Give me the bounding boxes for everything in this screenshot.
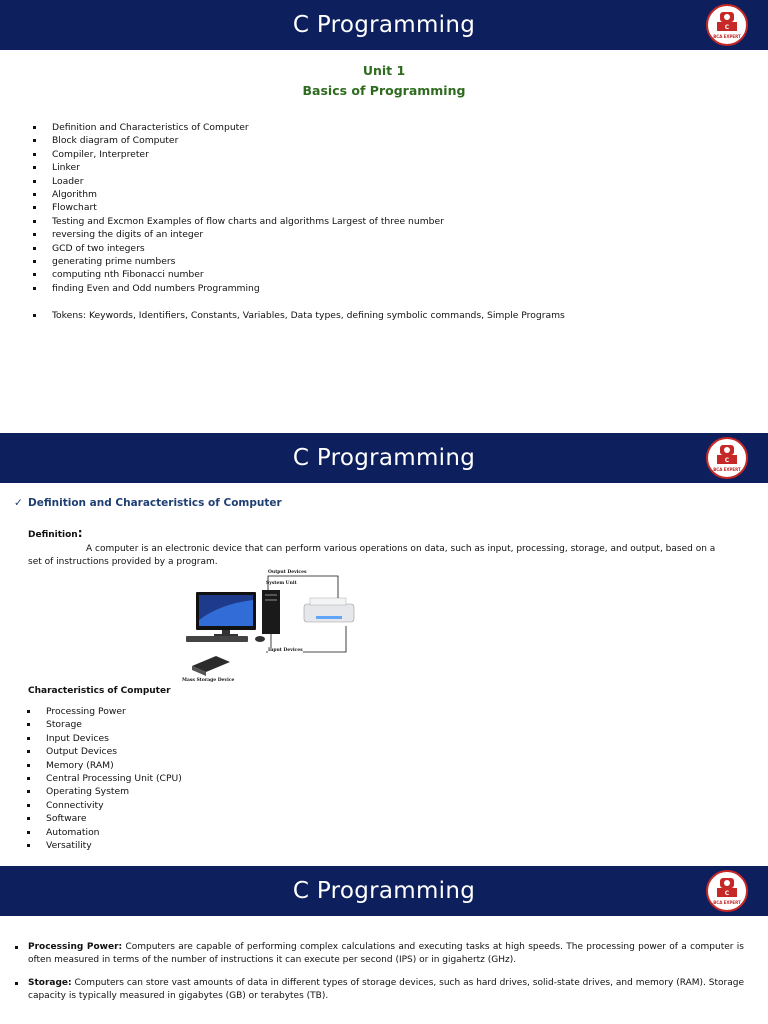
characteristic-item: Software [22,812,182,825]
header-banner [0,433,768,483]
topic-item: Linker [28,161,444,174]
tokens-item: Tokens: Keywords, Identifiers, Constants, Variables, Data types, defining symbolic commands, Simple Programs [28,309,565,322]
svg-text:C: C [724,457,730,464]
topic-item: GCD of two integers [28,242,444,255]
detail-term: Processing Power: [28,942,123,952]
checkmark-icon: ✓ [14,497,23,509]
characteristic-item: Output Devices [22,745,182,758]
header-banner [0,866,768,916]
definition-label-text: Definition [28,530,78,540]
topic-item: reversing the digits of an integer [28,228,444,241]
characteristic-item: Central Processing Unit (CPU) [22,772,182,785]
header-banner [0,0,768,50]
topic-item: Flowchart [28,201,444,214]
bca-expert-logo [706,870,748,912]
section-heading [14,497,282,509]
slide-1 [0,0,768,432]
characteristic-item: Automation [22,826,182,839]
topic-item: Block diagram of Computer [28,134,444,147]
topic-item: finding Even and Odd numbers Programming [28,282,444,295]
detail-text: Computers can store vast amounts of data in different types of storage devices, such as hard drives, solid-state drives, and memory (RAM). Storage capacity is typically measured in gigabytes (GB) or terabytes (TB). [28,978,744,1001]
characteristic-item: Input Devices [22,732,182,745]
topic-item: Definition and Characteristics of Computer [28,121,444,134]
bca-expert-logo [706,4,748,46]
unit-title: Unit 1 [362,63,406,78]
header-title: C Programming [292,878,476,904]
logo-text: BCA EXPERT [713,900,741,905]
characteristic-item: Storage [22,718,182,731]
svg-text:C: C [724,890,730,897]
diagram-label-input-devices: Input Devices [268,648,303,653]
topic-list [28,121,444,295]
logo-text: BCA EXPERT [713,467,741,472]
detail-item [14,977,744,1003]
computer-system-diagram [180,570,370,686]
diagram-label-output-devices: Output Devices [268,570,307,575]
characteristic-item: Memory (RAM) [22,759,182,772]
header-title: C Programming [292,12,476,38]
characteristics-list [22,705,182,852]
unit-subtitle: Basics of Programming [302,83,466,98]
characteristic-item: Connectivity [22,799,182,812]
detail-item [14,941,744,967]
topic-item: Algorithm [28,188,444,201]
logo-text: BCA EXPERT [713,34,741,39]
svg-text:C: C [724,24,730,31]
characteristics-heading: Characteristics of Computer [28,686,171,696]
definition-text: A computer is an electronic device that can perform various operations on data, such as input, processing, storage, and output, based on a set of instructions provided by a program. [28,544,716,567]
slide-3 [0,866,768,1024]
diagram-label-mass-storage: Mass Storage Device [182,678,235,683]
characteristic-item: Versatility [22,839,182,852]
characteristic-item: Operating System [22,785,182,798]
topic-item: generating prime numbers [28,255,444,268]
definition-label [28,526,83,540]
bca-expert-logo [706,437,748,479]
section-heading-text: Definition and Characteristics of Computer [28,497,282,509]
topic-item: Loader [28,175,444,188]
definition-colon: : [77,526,83,540]
header-title: C Programming [292,445,476,471]
topic-item: Compiler, Interpreter [28,148,444,161]
detail-term: Storage: [28,978,72,988]
detail-text: Computers are capable of performing complex calculations and executing tasks at high speeds. The processing power of a computer is often measured in terms of the number of instructions it can execute per second (IPS) or in gigahertz (GHz). [28,942,744,965]
topic-item: computing nth Fibonacci number [28,268,444,281]
slide-2 [0,433,768,865]
tokens-list [28,309,565,322]
characteristic-item: Processing Power [22,705,182,718]
diagram-label-system-unit: System Unit [266,581,297,586]
topic-item: Testing and Excmon Examples of flow charts and algorithms Largest of three number [28,215,444,228]
characteristics-detail-list [14,941,744,1013]
